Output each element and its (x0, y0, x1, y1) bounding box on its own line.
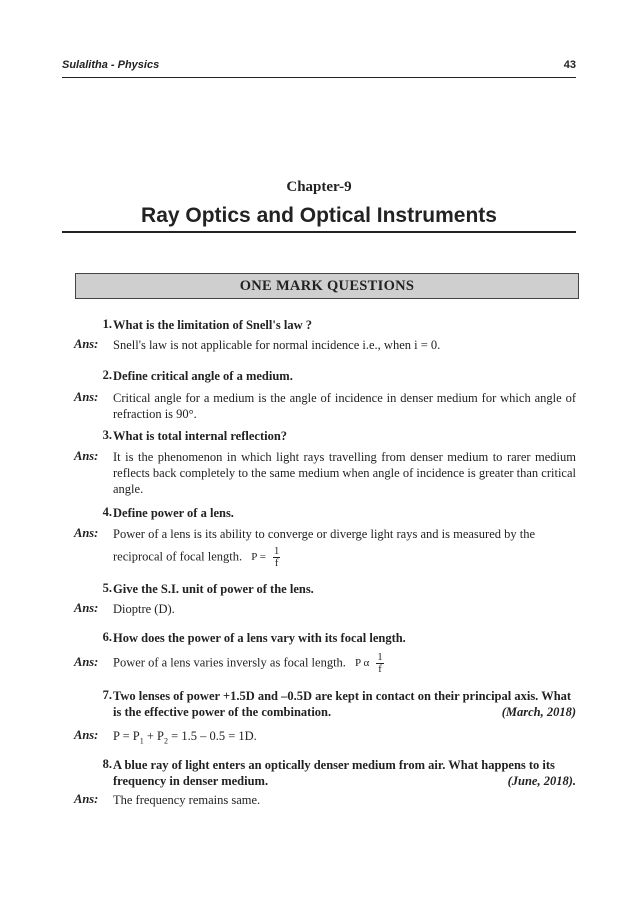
question-text-main: A blue ray of light enters an optically denser medium from air. What happens to its frequency in denser medium. (113, 758, 555, 788)
answer-text: It is the phenomenon in which light rays travelling from denser medium to rarer medium reflects back completely to the same medium when angle of incidence is greater than critical angle. (113, 450, 577, 496)
question-number: 7. (102, 688, 112, 702)
exam-reference: (March, 2018) (501, 705, 576, 719)
fraction-denominator: f (378, 664, 382, 675)
answer-label: Ans: (74, 728, 99, 742)
fraction-numerator: 1 (274, 546, 280, 557)
page-number: 43 (563, 59, 576, 71)
answer-label: Ans: (74, 390, 99, 404)
answer-line-2-text: reciprocal of focal length. (113, 549, 243, 564)
question-text (113, 757, 576, 789)
exam-reference: (June, 2018). (507, 774, 576, 788)
answer-label: Ans: (74, 526, 99, 540)
answer-line-2 (113, 546, 576, 569)
question-number: 4. (102, 505, 112, 519)
question-text: What is total internal reflection? (113, 429, 288, 443)
question-number: 2. (102, 368, 112, 382)
question-text-main: Two lenses of power +1.5D and –0.5D are kept in contact on their principal axis. What is the effective power of the combination. (113, 689, 572, 719)
ans-p: P = P (113, 729, 140, 743)
question-number: 6. (102, 630, 112, 644)
answer-text: Snell's law is not applicable for normal incidence i.e., when i = 0. (113, 338, 441, 352)
answer-text (113, 728, 576, 750)
question-number: 5. (102, 581, 112, 595)
answer-text (113, 526, 576, 569)
answer-line-1: Power of a lens is its ability to converge or diverge light rays and is measured by the (113, 527, 536, 541)
fraction (273, 546, 280, 569)
formula-lhs: P = (251, 551, 266, 564)
answer-label: Ans: (74, 601, 99, 615)
chapter-label: Chapter-9 (286, 179, 352, 195)
book-title: Sulalitha - Physics (62, 59, 160, 71)
section-heading: ONE MARK QUESTIONS (75, 273, 579, 299)
question-text: What is the limitation of Snell's law ? (113, 318, 312, 332)
title-rule (62, 231, 576, 233)
fraction-denominator: f (274, 558, 279, 569)
ans-plus: + P (143, 729, 165, 743)
answer-text: Dioptre (D). (113, 602, 175, 616)
fraction-numerator: 1 (377, 652, 383, 663)
answer-label: Ans: (74, 792, 99, 806)
question-text: Give the S.I. unit of power of the lens. (113, 582, 314, 596)
question-text: How does the power of a lens vary with its focal length. (113, 631, 406, 645)
running-header (62, 59, 576, 78)
formula-lhs: P α (355, 657, 370, 670)
chapter-title: Ray Optics and Optical Instruments (141, 204, 497, 227)
answer-text-main: Power of a lens varies inversly as focal length. (113, 655, 346, 670)
subscript-1: 1 (139, 736, 144, 746)
answer-text: The frequency remains same. (113, 793, 261, 807)
subscript-2: 2 (164, 736, 169, 746)
fraction (376, 652, 383, 675)
question-number: 3. (102, 428, 112, 442)
answer-text: Critical angle for a medium is the angle of incidence in denser medium for which angle of refraction is 90°. (113, 391, 576, 421)
question-number: 8. (102, 757, 112, 771)
question-text: Define power of a lens. (113, 506, 234, 520)
answer-text (113, 652, 576, 675)
question-text: Define critical angle of a medium. (113, 369, 293, 383)
answer-label: Ans: (74, 655, 99, 669)
answer-label: Ans: (74, 337, 99, 351)
ans-rest: = 1.5 – 0.5 = 1D. (168, 729, 257, 743)
question-number: 1. (102, 317, 112, 331)
question-text (113, 688, 576, 720)
answer-label: Ans: (74, 449, 99, 463)
